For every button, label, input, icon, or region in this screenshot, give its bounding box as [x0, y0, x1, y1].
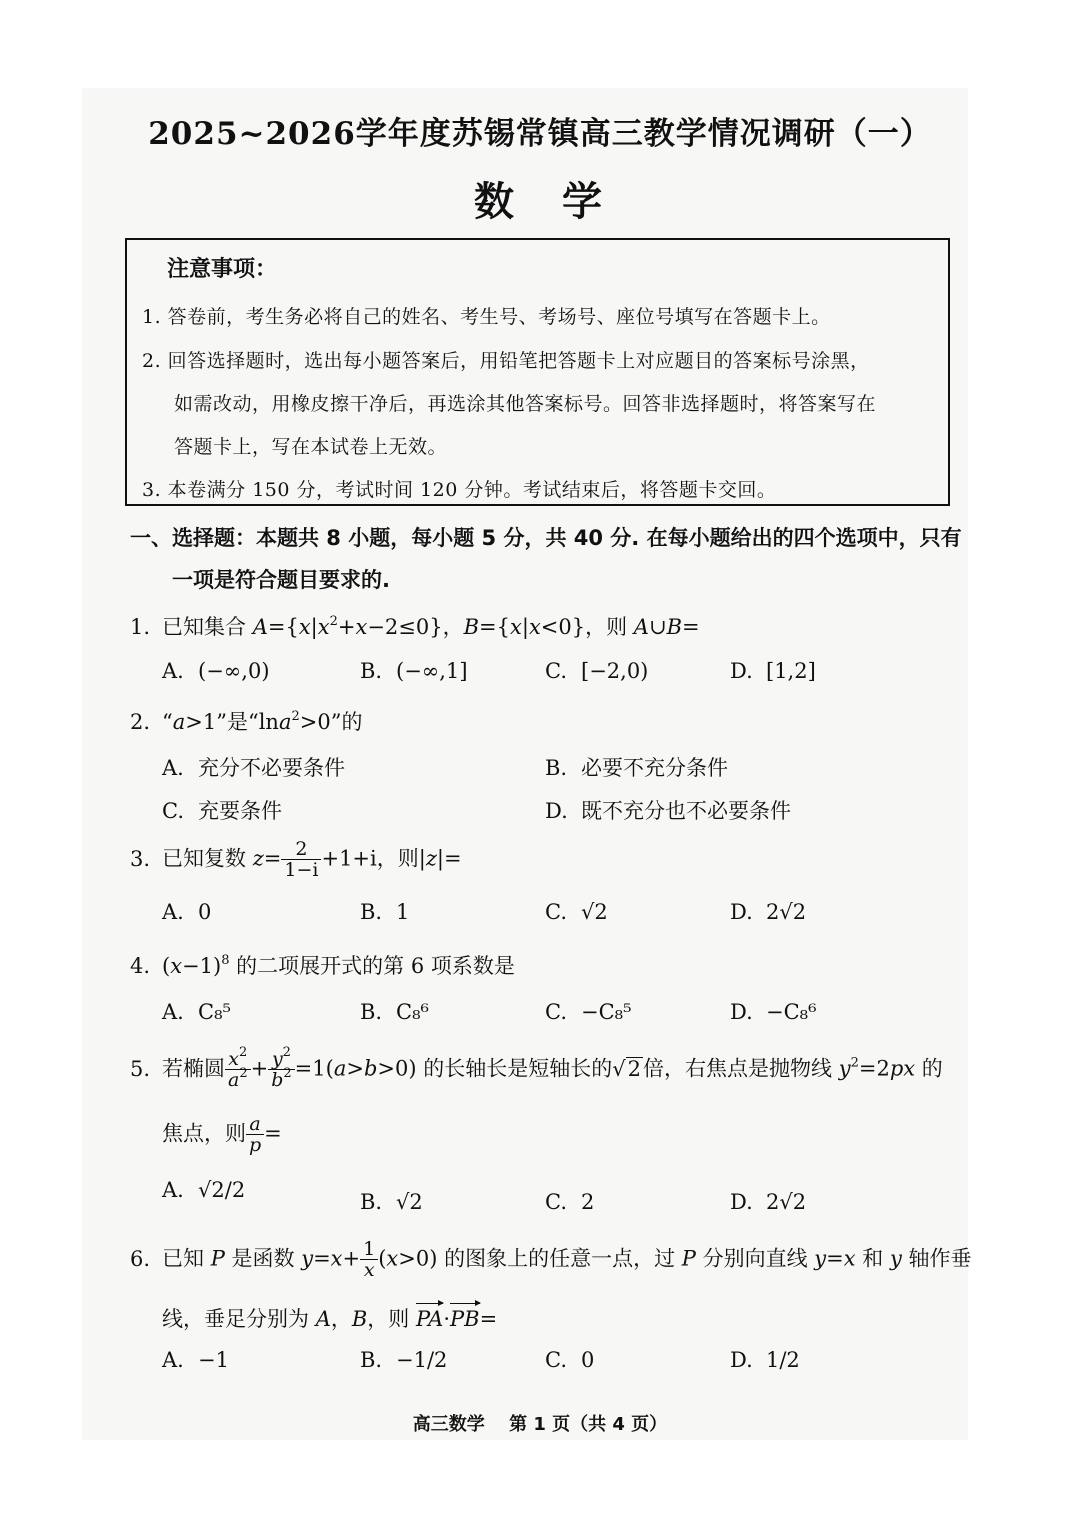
question-4: 4. $(x-1)^8$ 的二项展开式的第 6 项系数是	[130, 953, 515, 978]
q5-option-a: A. √2/2	[162, 1178, 246, 1202]
q4-option-c: C. −C₈⁵	[545, 1000, 632, 1024]
notice-title: 注意事项：	[167, 257, 278, 282]
notice-line-1: 1. 答卷前，考生务必将自己的姓名、考生号、考场号、座位号填写在答题卡上。	[142, 306, 831, 328]
question-3: 3. 已知复数 z= $\frac{2}{1-i}$ +1+i，则|z|=	[130, 838, 462, 881]
q2-option-c: C. 充要条件	[162, 799, 282, 823]
exam-title: 2025~2026学年度苏锡常镇高三教学情况调研（一）	[148, 116, 932, 152]
q1-option-d: D. [1,2]	[730, 659, 816, 683]
section-heading-line-1: 一、选择题：本题共 8 小题，每小题 5 分，共 40 分. 在每小题给出的四个选项中，只有	[130, 526, 962, 550]
notice-box	[125, 238, 950, 506]
q4-option-d: D. −C₈⁶	[730, 1000, 817, 1024]
q4-option-a: A. C₈⁵	[162, 1000, 231, 1024]
section-heading-line-2: 一项是符合题目要求的.	[172, 568, 390, 592]
page-footer: 高三数学 第 1 页（共 4 页）	[412, 1414, 668, 1435]
q3-option-c: C. √2	[545, 900, 608, 924]
notice-line-5: 3. 本卷满分 150 分，考试时间 120 分钟。考试结束后，将答题卡交回。	[142, 479, 777, 501]
question-6: 6. 已知 P 是函数 y=x+ $\frac{1}{x}$ (x>0) 的图象上的任意一点，过 P 分别向直线 y=x 和 y 轴作垂	[130, 1238, 972, 1281]
q3-option-b: B. 1	[360, 900, 410, 924]
notice-line-3: 如需改动，用橡皮擦干净后，再选涂其他答案标号。回答非选择题时，将答案写在	[174, 393, 877, 415]
q3-option-a: A. 0	[162, 900, 212, 924]
subject-title: 数 学	[474, 178, 606, 225]
q6-option-d: D. 1/2	[730, 1348, 800, 1372]
question-5: 5. 若椭圆 $\frac{x^2}{a^2}$ + $\frac{y^2}{b^2}$ =1(a>b>0) 的长轴长是短轴长的√2倍，右焦点是抛物线 $y^2=2px$ 的	[130, 1045, 943, 1091]
q4-option-b: B. C₈⁶	[360, 1000, 429, 1024]
q3-option-d: D. 2√2	[730, 900, 807, 924]
q2-option-d: D. 既不充分也不必要条件	[545, 799, 791, 823]
q1-option-a: A. (−∞,0)	[162, 659, 270, 683]
question-2: 2. “a>1”是“lna$^2$>0”的	[130, 709, 363, 734]
q2-option-b: B. 必要不充分条件	[545, 756, 728, 780]
q1-option-b: B. (−∞,1]	[360, 659, 468, 683]
q5-option-b: B. √2	[360, 1190, 423, 1214]
q6-option-b: B. −1/2	[360, 1348, 448, 1372]
notice-line-4: 答题卡上，写在本试卷上无效。	[174, 436, 448, 458]
question-number: 1.	[130, 615, 151, 639]
q6-option-a: A. −1	[162, 1348, 229, 1372]
question-5-cont: 焦点，则 $\frac{a}{p}$ =	[162, 1113, 282, 1156]
q1-option-c: C. [−2,0)	[545, 659, 649, 683]
q6-option-c: C. 0	[545, 1348, 595, 1372]
question-6-cont: 线，垂足分别为 A，B，则 PA ·PB =	[162, 1303, 497, 1333]
notice-line-2: 2. 回答选择题时，选出每小题答案后，用铅笔把答题卡上对应题目的答案标号涂黑，	[142, 350, 870, 372]
q2-option-a: A. 充分不必要条件	[162, 756, 345, 780]
q5-option-d: D. 2√2	[730, 1190, 807, 1214]
q5-option-c: C. 2	[545, 1190, 595, 1214]
question-1: 1. 已知集合 $A=\{x|x^2+x-2\le 0\}$，B={x|x<0}，则 A∪B=	[130, 614, 700, 639]
